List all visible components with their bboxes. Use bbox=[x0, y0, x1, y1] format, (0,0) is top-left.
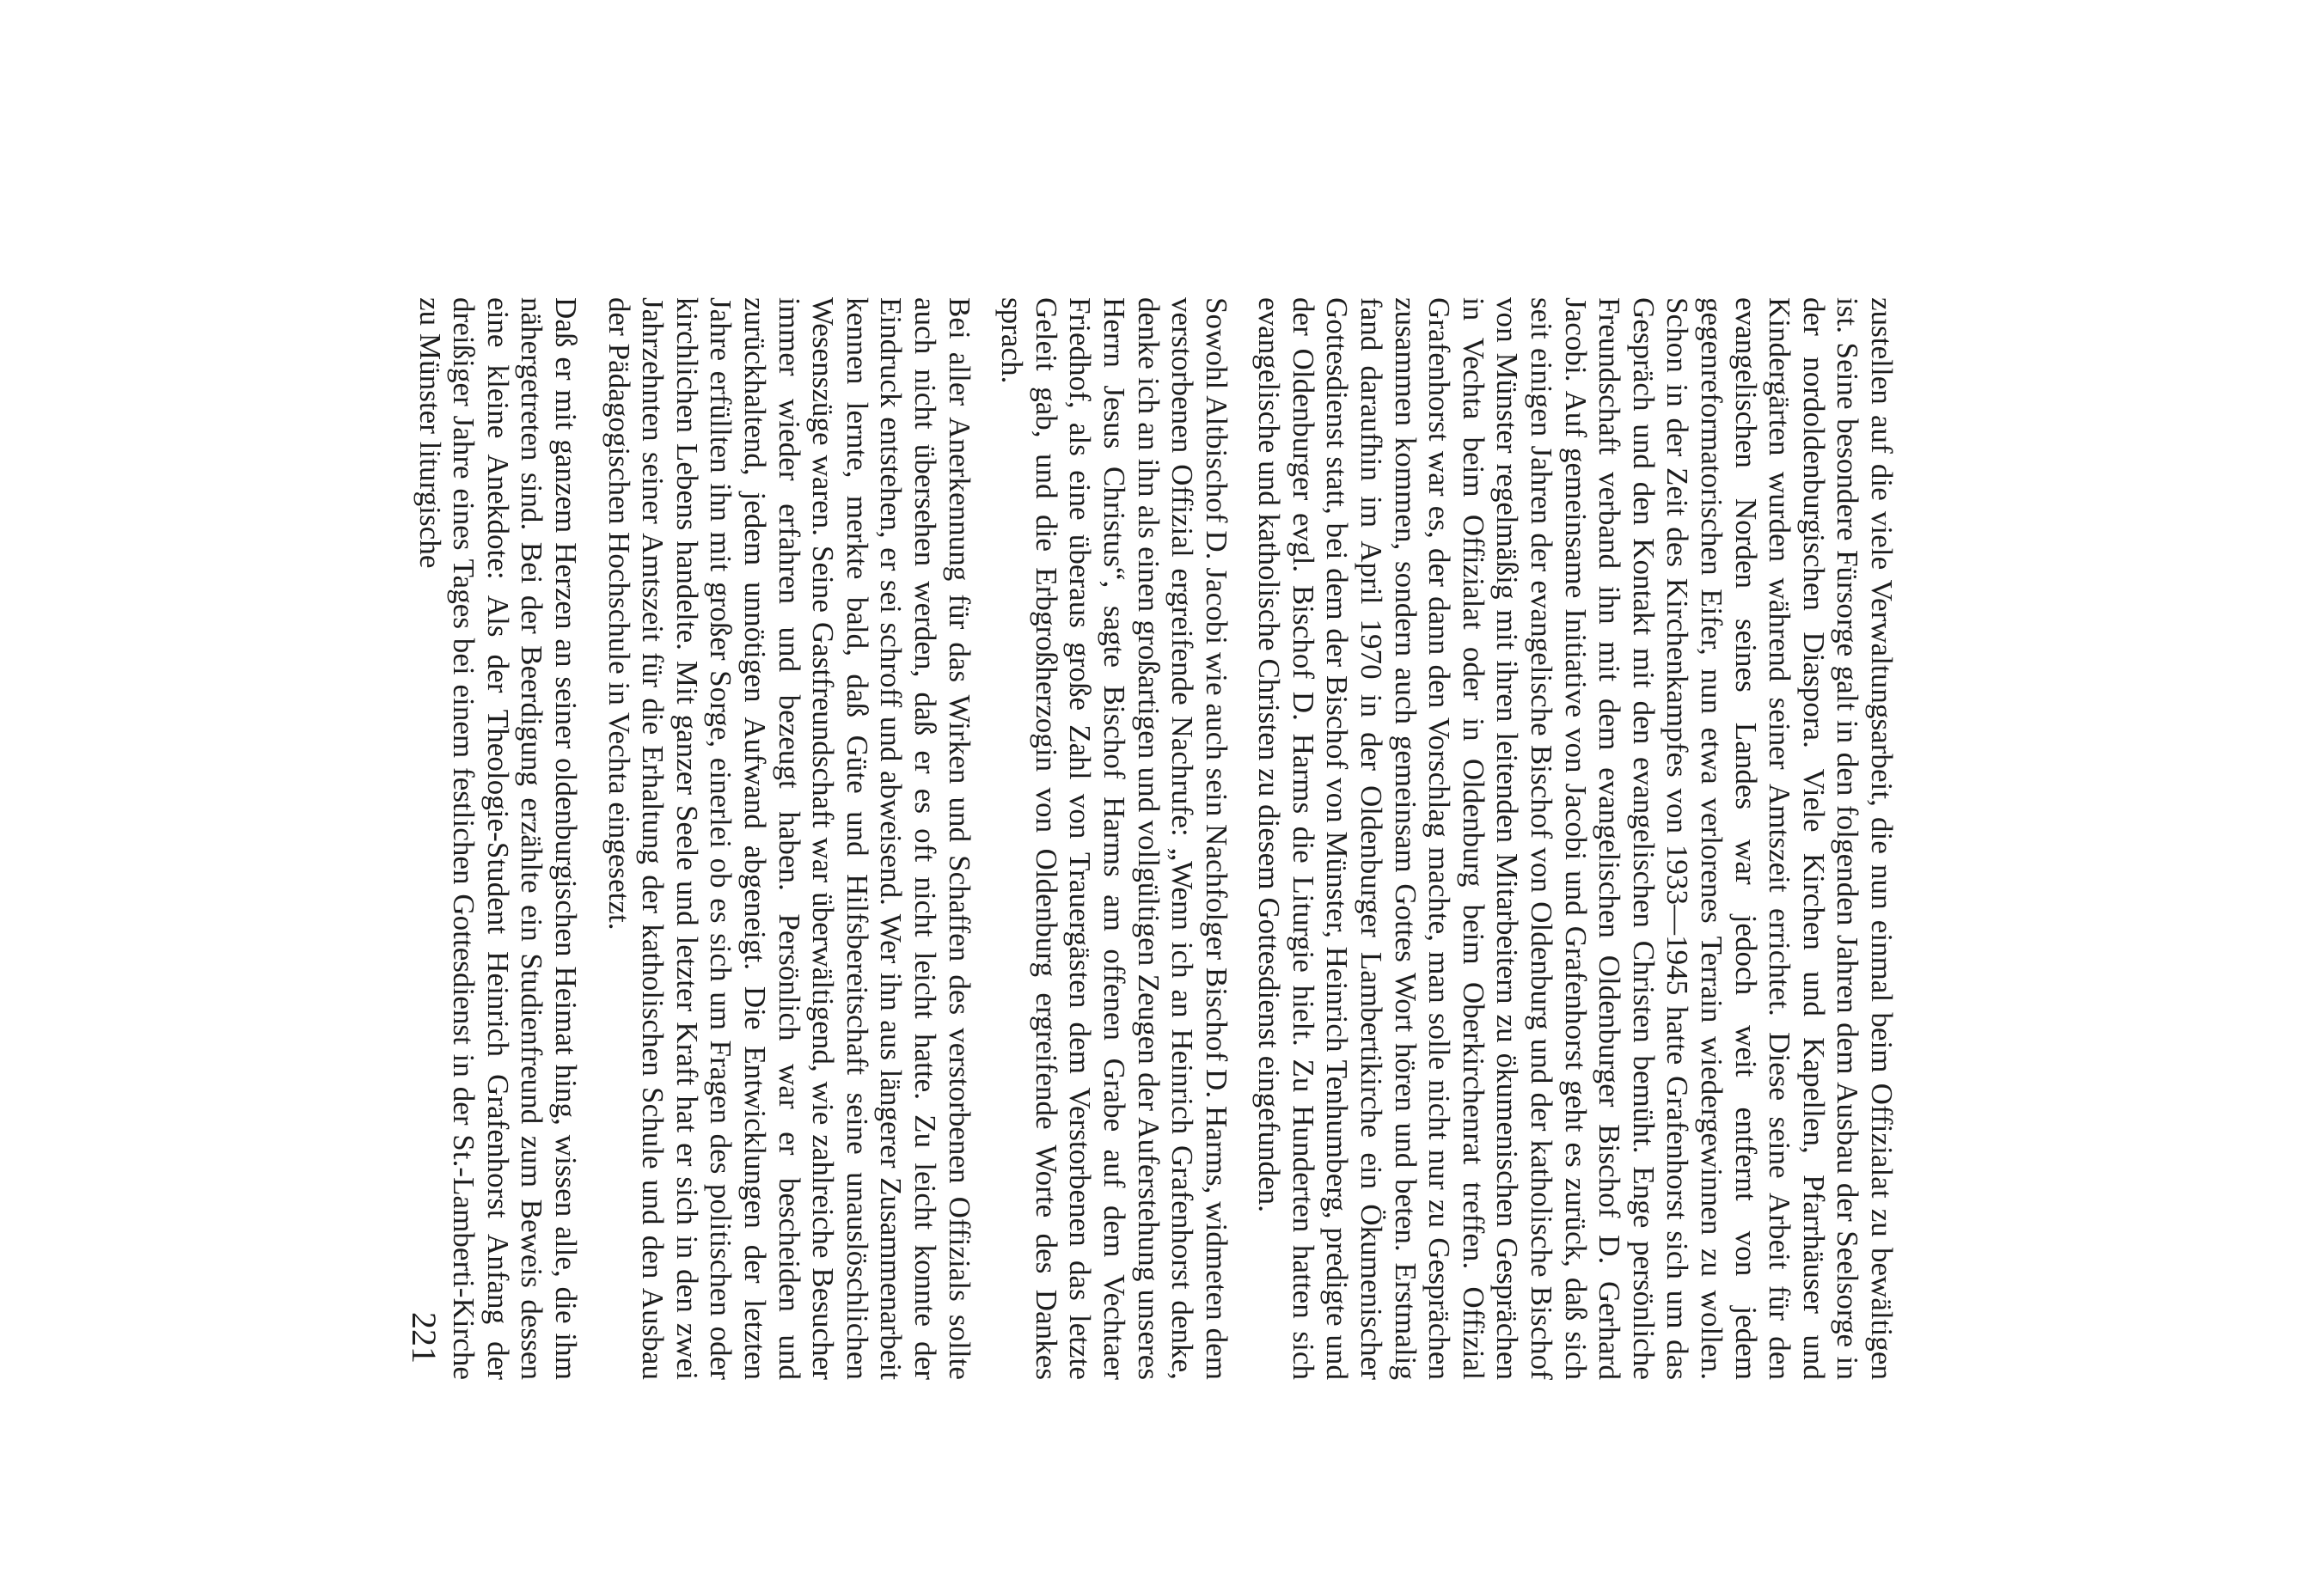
paragraph-2: Sowohl Altbischof D. Jacobi wie auch sein Nachfolger Bischof D. Harms, widmeten dem verstorbenen Offizial ergreifende Nachrufe: „Wenn ich an Heinrich Grafenhorst denke, denke ich an ihn als einen großartigen und vollgültigen Zeugen der Auferstehung unseres Herrn Jesus Christus“, sagte Bischof Harms am offenen Grabe auf dem Vechtaer Friedhof, als eine überaus große Zahl von Trauergästen dem Verstorbenen das letzte Geleit gab, und die Erbgroßherzogin von Oldenburg ergreifende Worte des Dankes sprach. bbox=[995, 297, 1233, 1380]
paragraph-1: zustellen auf die viele Verwaltungsarbeit, die nun einmal beim Offizialat zu bewältigen ist. Seine besondere Fürsorge galt in den folgenden Jahren dem Ausbau der Seelsorge in der nordoldenburgischen Diaspora. Viele Kirchen und Kapellen, Pfarrhäuser und Kindergärten wurden während seiner Amtszeit errichtet. Diese seine Arbeit für den evangelischen Norden seines Landes war jedoch weit entfernt von jedem gegenreformatorischen Eifer, nun etwa verlorenes Terrain wiedergewinnen zu wollen. Schon in der Zeit des Kirchenkampfes von 1933—1945 hatte Grafenhorst sich um das Gespräch und den Kontakt mit den evangelischen Christen bemüht. Enge persönliche Freundschaft verband ihn mit dem evangelischen Oldenburger Bischof D. Gerhard Jacobi. Auf gemeinsame Initiative von Jacobi und Grafenhorst geht es zurück, daß sich seit einigen Jahren der evangelische Bischof von Oldenburg und der katholische Bischof von Münster regelmäßig mit ihren leitenden Mitarbeitern zu ökumenischen Gesprächen in Vechta beim Offizialat oder in Oldenburg beim Oberkirchenrat treffen. Offizial Grafenhorst war es, der dann den Vorschlag machte, man solle nicht nur zu Gesprächen zusammen kommen, sondern auch gemeinsam Gottes Wort hören und beten. Erstmalig fand daraufhin im April 1970 in der Oldenburger Lambertikirche ein Ökumenischer Gottesdienst statt, bei dem der Bischof von Münster, Heinrich Tenhumberg, predigte und der Oldenburger evgl. Bischof D. Harms die Liturgie hielt. Zu Hunderten hatten sich evangelische und katholische Christen zu diesem Gottesdienst eingefunden. bbox=[1252, 297, 1899, 1380]
page-number: 221 bbox=[405, 1312, 443, 1364]
body-text bbox=[413, 297, 1899, 1380]
book-page-rotated bbox=[211, 195, 2101, 1398]
paragraph-3: Bei aller Anerkennung für das Wirken und Schaffen des verstorbenen Offizials sollte auch nicht übersehen werden, daß er es oft nicht leicht hatte. Zu leicht konnte der Eindruck entstehen, er sei schroff und abweisend. Wer ihn aus längerer Zusammenarbeit kennen lernte, merkte bald, daß Güte und Hilfsbereitschaft seine unauslöschlichen Wesenszüge waren. Seine Gastfreundschaft war überwältigend, wie zahlreiche Besucher immer wieder erfahren und bezeugt haben. Persönlich war er bescheiden und zurückhaltend, jedem unnötigen Aufwand abgeneigt. Die Entwicklungen der letzten Jahre erfüllten ihn mit großer Sorge, einerlei ob es sich um Fragen des politischen oder kirchlichen Lebens handelte. Mit ganzer Seele und letzter Kraft hat er sich in den zwei Jahrzehnten seiner Amtszeit für die Erhaltung der katholischen Schule und den Ausbau der Pädagogischen Hochschule in Vechta eingesetzt. bbox=[602, 297, 976, 1380]
paragraph-4: Daß er mit ganzem Herzen an seiner oldenburgischen Heimat hing, wissen alle, die ihm nähergetreten sind. Bei der Beerdigung erzählte ein Studienfreund zum Beweis dessen eine kleine Anekdote: Als der Theologie-Student Heinrich Grafenhorst Anfang der dreißiger Jahre eines Tages bei einem festlichen Gottesdienst in der St.-Lamberti-Kirche zu Münster liturgische bbox=[413, 297, 584, 1380]
